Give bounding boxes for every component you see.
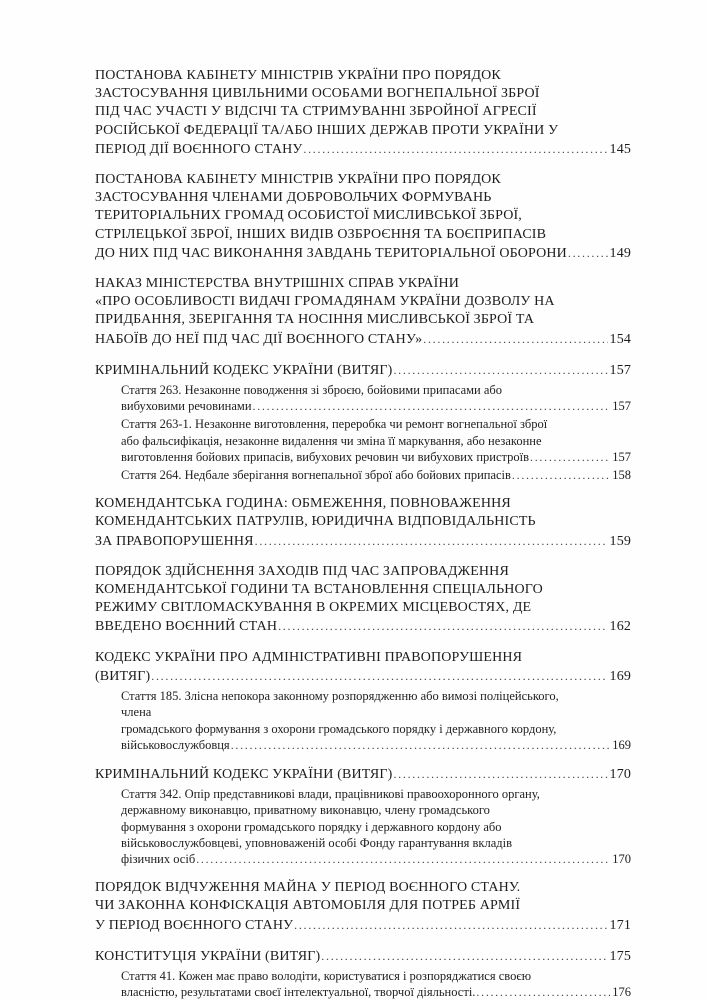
dot-leader [303,140,607,159]
page-number: 169 [612,737,631,752]
page-number: 149 [609,245,631,261]
toc-entry [95,879,631,935]
toc-entry [95,171,631,263]
dot-leader [530,449,610,465]
toc-entry-line: ПОРЯДОК ВІДЧУЖЕННЯ МАЙНА У ПЕРІОД ВОЄННОГО СТАНУ. [95,880,521,896]
dot-leader [568,244,608,263]
dot-leader [321,947,607,966]
dot-leader [253,398,611,414]
toc-entry-line: КОМЕНДАНТСЬКОЇ ГОДИНИ ТА ВСТАНОВЛЕННЯ СПЕЦІАЛЬНОГО [95,582,543,598]
toc-entry-lastline [121,737,631,753]
toc-entry-line: Стаття 263-1. Незаконне виготовлення, переробка чи ремонт вогнепальної зброї [121,417,548,432]
toc-entry-line: ЗАСТОСУВАННЯ ЦИВІЛЬНИМИ ОСОБАМИ ВОГНЕПАЛЬНОЇ ЗБРОЇ [95,86,540,102]
dot-leader [255,532,608,551]
toc-entry-line: «ПРО ОСОБЛИВОСТІ ВИДАЧІ ГРОМАДЯНАМ УКРАЇНИ ДОЗВОЛУ НА [95,294,555,310]
toc-entry-line: ПОРЯДОК ЗДІЙСНЕННЯ ЗАХОДІВ ПІД ЧАС ЗАПРОВАДЖЕННЯ [95,563,509,579]
toc-entry-line: військовослужбовця [121,737,230,752]
dot-leader [294,916,607,935]
toc-entry-line: КОМЕНДАНТСЬКА ГОДИНА: ОБМЕЖЕННЯ, ПОВНОВАЖЕННЯ [95,496,511,512]
toc-entry-lastline [121,398,631,414]
toc-entry-line: Стаття 342. Опір представникові влади, працівникові правоохоронного органу, [121,787,540,802]
toc-entry-line: СТРІЛЕЦЬКОЇ ЗБРОЇ, ІНШИХ ВИДІВ ОЗБРОЄННЯ ТА БОЄПРИПАСІВ [95,226,547,242]
toc-entry-line: НАБОЇВ ДО НЕЇ ПІД ЧАС ДІЇ ВОЄННОГО СТАНУ» [95,331,423,347]
toc-subentry [95,786,631,867]
page-number: 157 [609,362,631,378]
page-number: 170 [612,851,631,866]
toc-entry-line: громадського формування з охорони громадського порядку і державного кордону, [121,721,557,736]
page-number: 162 [609,619,631,635]
toc-entry-line: ПОСТАНОВА КАБІНЕТУ МІНІСТРІВ УКРАЇНИ ПРО ПОРЯДОК [95,172,501,188]
toc-entry-line: або фальсифікація, незаконне видалення чи зміна її маркування, або незаконне [121,433,542,448]
toc-entry-line: члена [121,705,152,720]
toc-entry-line: виготовлення бойових припасів, вибухових речовин чи вибухових пристроїв [121,449,530,464]
toc-entry-lastline [95,947,631,966]
toc-entry-line: Стаття 41. Кожен має право володіти, користуватися і розпоряджатися своєю [121,968,532,983]
toc-entry-lastline [121,851,631,867]
toc-entry-line: КРИМІНАЛЬНИЙ КОДЕКС УКРАЇНИ (ВИТЯГ) [95,766,393,782]
toc-entry-line: фізичних осіб [121,851,196,866]
toc-entry-line: Стаття 264. Недбале зберігання вогнепальної зброї або бойових припасів [121,468,511,483]
toc-entry-line: РЕЖИМУ СВІТЛОМАСКУВАННЯ В ОКРЕМИХ МІСЦЕВОСТЯХ, ДЕ [95,600,532,616]
page-number: 176 [612,985,631,1000]
toc-entry [95,649,631,686]
page-number: 157 [612,449,631,464]
toc-entry-line: ПЕРІОД ДІЇ ВОЄННОГО СТАНУ [95,141,303,157]
toc-entry-line: КРИМІНАЛЬНИЙ КОДЕКС УКРАЇНИ (ВИТЯГ) [95,362,393,378]
dot-leader [476,984,610,1000]
toc-entry-lastline [121,984,631,1000]
page-number: 157 [612,399,631,414]
toc-entry-lastline [95,765,631,784]
toc-subentry [95,688,631,753]
toc-entry-line: Стаття 263. Незаконне поводження зі зброєю, бойовими припасами або [121,383,503,398]
toc-entry [95,563,631,637]
toc-entry-line: ПОСТАНОВА КАБІНЕТУ МІНІСТРІВ УКРАЇНИ ПРО ПОРЯДОК [95,68,501,83]
toc-entry-lastline [95,617,631,636]
dot-leader [196,851,610,867]
toc-entry-line: У ПЕРІОД ВОЄННОГО СТАНУ [95,917,294,933]
toc-entry-line: власністю, результатами своєї інтелектуальної, творчої діяльності. [121,985,476,1000]
page-number: 154 [609,331,631,347]
toc-subentry [95,416,631,465]
dot-leader [393,765,607,784]
dot-leader [393,361,607,380]
dot-leader [423,330,607,349]
toc-entry [95,495,631,551]
page-number: 145 [609,141,631,157]
toc-entry-lastline [95,667,631,686]
toc-subentry [95,467,631,483]
toc-entry-line: формування з охорони громадського порядку і державного кордону або [121,819,502,834]
toc-subentry [95,382,631,414]
toc-entry-line: КОМЕНДАНТСЬКИХ ПАТРУЛІВ, ЮРИДИЧНА ВІДПОВІДАЛЬНІСТЬ [95,514,536,530]
toc-entry-line: ДО НИХ ПІД ЧАС ВИКОНАННЯ ЗАВДАНЬ ТЕРИТОРІАЛЬНОЇ ОБОРОНИ [95,245,567,261]
page-number: 169 [609,668,631,684]
toc-entry-line: ПРИДБАННЯ, ЗБЕРІГАННЯ ТА НОСІННЯ МИСЛИВСЬКОЇ ЗБРОЇ ТА [95,312,535,328]
toc-entry-lastline [121,467,631,483]
dot-leader [151,667,607,686]
toc-entry-lastline [95,140,631,159]
page-number: 159 [609,533,631,549]
dot-leader [512,467,610,483]
toc-entry-line: ЗА ПРАВОПОРУШЕННЯ [95,533,254,549]
toc-entry-line: ЧИ ЗАКОННА КОНФІСКАЦІЯ АВТОМОБІЛЯ ДЛЯ ПОТРЕБ АРМІЇ [95,898,521,914]
toc-entry-line: військовослужбовцеві, уповноваженій особі Фонду гарантування вкладів [121,835,513,850]
toc-entry-line: КОДЕКС УКРАЇНИ ПРО АДМІНІСТРАТИВНІ ПРАВОПОРУШЕННЯ [95,649,523,665]
toc-entry-line: Стаття 185. Злісна непокора законному розпорядженню або вимозі поліцейського, [121,689,559,704]
toc-entry-lastline [95,916,631,935]
toc-list [95,67,631,1000]
toc-entry-line: (ВИТЯГ) [95,668,151,684]
page-number: 170 [609,766,631,782]
toc-entry [95,275,631,349]
toc-entry-line: вибуховими речовинами [121,399,252,414]
dot-leader [231,737,611,753]
dot-leader [278,617,607,636]
page-number: 158 [612,468,631,483]
toc-entry-lastline [95,361,631,380]
toc-entry-lastline [95,330,631,349]
toc-entry-line: державному виконавцю, приватному виконавцю, члену громадського [121,803,490,818]
toc-entry-line: ТЕРИТОРІАЛЬНИХ ГРОМАД ОСОБИСТОЇ МИСЛИВСЬКОЇ ЗБРОЇ, [95,208,522,224]
toc-entry-line: НАКАЗ МІНІСТЕРСТВА ВНУТРІШНІХ СПРАВ УКРАЇНИ [95,276,460,292]
toc-entry-lastline [95,244,631,263]
toc-entry-line: КОНСТИТУЦІЯ УКРАЇНИ (ВИТЯГ) [95,948,321,964]
toc-entry-lastline [95,532,631,551]
toc-entry [95,361,631,380]
toc-entry-line: РОСІЙСЬКОЇ ФЕДЕРАЦІЇ ТА/АБО ІНШИХ ДЕРЖАВ ПРОТИ УКРАЇНИ У [95,122,559,138]
page-number: 175 [609,948,631,964]
toc-entry-line: ЗАСТОСУВАННЯ ЧЛЕНАМИ ДОБРОВОЛЬЧИХ ФОРМУВАНЬ [95,190,492,206]
toc-entry-lastline [121,449,631,465]
toc-subentry [95,968,631,1000]
toc-entry [95,765,631,784]
page-number: 171 [609,917,631,933]
toc-entry-line: ВВЕДЕНО ВОЄННИЙ СТАН [95,619,278,635]
toc-entry [95,947,631,966]
toc-entry [95,67,631,159]
toc-entry-line: ПІД ЧАС УЧАСТІ У ВІДСІЧІ ТА СТРИМУВАННІ ЗБРОЙНОЇ АГРЕСІЇ [95,104,537,120]
